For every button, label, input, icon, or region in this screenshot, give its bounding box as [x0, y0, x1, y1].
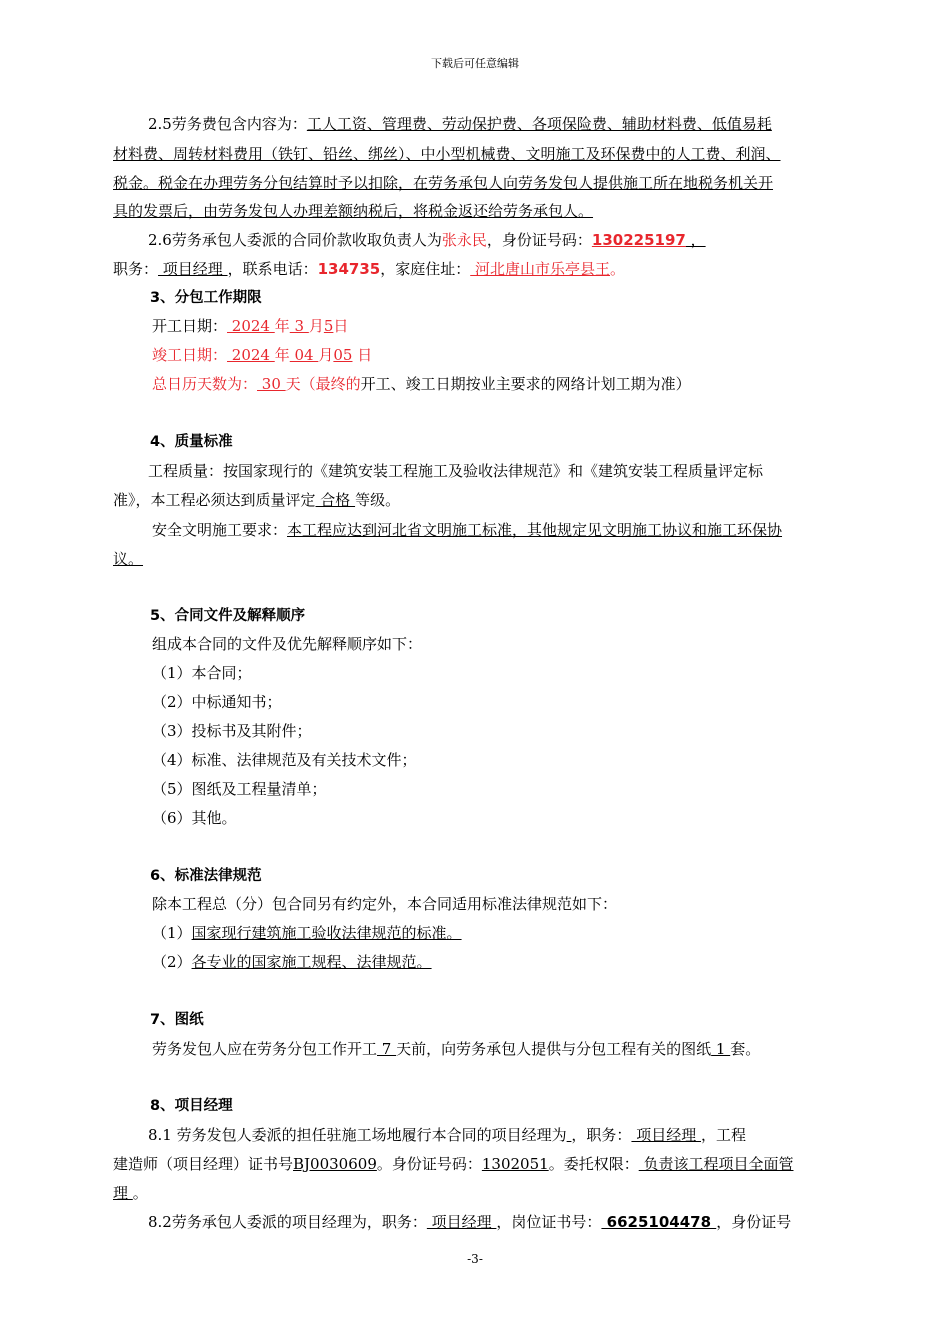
clause-2-5-line-1 — [148, 114, 908, 134]
clause-end: 。 — [132, 1184, 148, 1202]
end-year: 2024 — [227, 346, 275, 364]
clause-label: 2.6劳务承包人委派的合同价款收取负责人为 — [148, 231, 442, 249]
clause-8-2-line-1 — [148, 1212, 908, 1232]
cert-number: BJ0030609 — [293, 1155, 377, 1173]
cert-label: 建造师（项目经理）证书号 — [113, 1155, 294, 1173]
end-date-line — [152, 345, 912, 365]
doc-order-item: （5）图纸及工程量清单； — [152, 780, 327, 798]
item-text: 各专业的国家施工规程、法律规范。 — [191, 953, 432, 971]
section-5-title: 5、合同文件及解释顺序 — [150, 608, 306, 624]
section-8-title: 8、项目经理 — [150, 1098, 233, 1114]
clause-2-6-line-1 — [148, 230, 908, 250]
safety-label: 安全文明施工要求： — [152, 521, 288, 539]
year-unit: 年 — [274, 346, 290, 364]
id-label: ，身份证号码： — [486, 231, 592, 249]
total-days-label: 总日历天数为： — [152, 375, 258, 393]
doc-order-intro: 组成本合同的文件及优先解释顺序如下： — [152, 635, 423, 653]
drawings-line — [152, 1039, 912, 1059]
start-date-line — [152, 316, 912, 336]
drawings-text: 天前，向劳务承包人提供与分包工程有关的图纸 — [396, 1040, 712, 1058]
clause-8-1-line-3 — [113, 1183, 873, 1203]
payee-post: 项目经理 — [158, 260, 228, 278]
post-cert-number: 6625104478 — [601, 1213, 717, 1231]
payee-id-number: 130225197 — [591, 231, 686, 249]
section-7-title: 7、图纸 — [150, 1012, 204, 1028]
section-6-title: 6、标准法律规范 — [150, 868, 262, 884]
payee-phone: 134735 — [317, 260, 381, 278]
total-days-note: 开工、竣工日期按业主要求的网络计划工期为准） — [360, 375, 691, 393]
page-header: 下载后可任意编辑 — [431, 57, 519, 70]
drawings-end: 套。 — [730, 1040, 761, 1058]
post-label: 职务： — [113, 260, 159, 278]
quality-line-1: 工程质量：按国家现行的《建筑安装工程施工及验收法律规范》和《建筑安装工程质量评定标 — [148, 462, 764, 480]
contractor-manager-post: 项目经理 — [426, 1213, 497, 1231]
clause-2-6-line-2 — [113, 259, 873, 279]
item-number: （2） — [152, 953, 192, 971]
start-date-label: 开工日期： — [152, 317, 228, 335]
clause-text: ，工程 — [700, 1126, 746, 1144]
post-label: ，职务： — [571, 1126, 632, 1144]
day-unit: 日 — [352, 346, 373, 364]
section-3-title: 3、分包工作期限 — [150, 290, 262, 306]
clause-8-1-line-1 — [148, 1125, 908, 1145]
start-year: 2024 — [227, 317, 275, 335]
cert-label: ，岗位证书号： — [496, 1213, 602, 1231]
quality-text: 准》，本工程必须达到质量评定 — [113, 491, 316, 509]
start-day: 5 — [323, 317, 334, 335]
page-number: -3- — [467, 1252, 483, 1266]
authority-label: 。委托权限： — [548, 1155, 639, 1173]
total-days-unit: 天（最终的 — [285, 375, 361, 393]
drawings-text: 劳务发包人应在劳务分包工作开工 — [152, 1040, 378, 1058]
manager-id: 1302051 — [481, 1155, 549, 1173]
quality-grade: 合格 — [315, 491, 356, 509]
section-4-title: 4、质量标准 — [150, 434, 233, 450]
address-end: 。 — [610, 260, 626, 278]
id-label: ，身份证号 — [716, 1213, 792, 1231]
end-month: 04 — [289, 346, 319, 364]
id-end: ， — [685, 231, 706, 249]
standards-item — [152, 923, 912, 943]
doc-order-item: （6）其他。 — [152, 809, 237, 827]
day-unit: 日 — [333, 317, 349, 335]
standards-intro: 除本工程总（分）包合同另有约定外，本合同适用标准法律规范如下： — [152, 895, 618, 913]
item-number: （1） — [152, 924, 192, 942]
authority-scope: 负责该工程项目全面管 — [638, 1155, 794, 1173]
start-month: 3 — [289, 317, 309, 335]
address-label: ，家庭住址： — [380, 260, 471, 278]
end-day: 05 — [333, 346, 353, 364]
doc-order-item: （3）投标书及其附件； — [152, 722, 312, 740]
quality-line-2 — [113, 490, 873, 510]
id-label: 。身份证号码： — [376, 1155, 482, 1173]
clause-2-5-line-4: 具的发票后，由劳务发包人办理差额纳税后，将税金返还给劳务承包人。 — [113, 202, 594, 220]
manager-post: 项目经理 — [631, 1126, 701, 1144]
standards-item — [152, 952, 912, 972]
clause-text: 8.1 劳务发包人委派的担任驻施工场地履行本合同的项目经理为 — [148, 1126, 567, 1144]
clause-2-5-line-2: 材料费、周转材料费用（铁钉、铅丝、绑丝）、中小型机械费、文明施工及环保费中的人工费、利润、 — [113, 145, 781, 163]
clause-8-1-line-2 — [113, 1154, 873, 1174]
month-unit: 月 — [318, 346, 334, 364]
total-days-line — [152, 374, 912, 394]
fee-content: 工人工资、管理费、劳动保护费、各项保险费、辅助材料费、低值易耗 — [306, 115, 772, 133]
clause-2-5-line-3: 税金。税金在办理劳务分包结算时予以扣除，在劳务承包人向劳务发包人提供施工所在地税务机关开 — [113, 174, 774, 192]
payee-address: 河北唐山市乐亭县王 — [470, 260, 610, 278]
safety-line-2: 议。 — [113, 550, 144, 568]
payee-name: 张永民 — [441, 231, 487, 249]
end-date-label: 竣工日期： — [152, 346, 228, 364]
authority-scope-cont: 理 — [113, 1184, 133, 1202]
doc-order-item: （2）中标通知书； — [152, 693, 282, 711]
clause-text: 8.2劳务承包人委派的项目经理为，职务： — [148, 1213, 427, 1231]
drawings-days: 7 — [377, 1040, 397, 1058]
year-unit: 年 — [274, 317, 290, 335]
quality-end: 等级。 — [355, 491, 401, 509]
total-days: 30 — [257, 375, 286, 393]
month-unit: 月 — [308, 317, 324, 335]
item-text: 国家现行建筑施工验收法律规范的标准。 — [191, 924, 462, 942]
doc-order-item: （4）标准、法律规范及有关技术文件； — [152, 751, 417, 769]
drawings-sets: 1 — [711, 1040, 731, 1058]
safety-line-1 — [152, 520, 912, 540]
clause-label: 2.5劳务费包含内容为： — [148, 115, 307, 133]
doc-order-item: （1）本合同； — [152, 664, 252, 682]
phone-label: ，联系电话： — [227, 260, 318, 278]
safety-requirement: 本工程应达到河北省文明施工标准，其他规定见文明施工协议和施工环保协 — [287, 521, 783, 539]
